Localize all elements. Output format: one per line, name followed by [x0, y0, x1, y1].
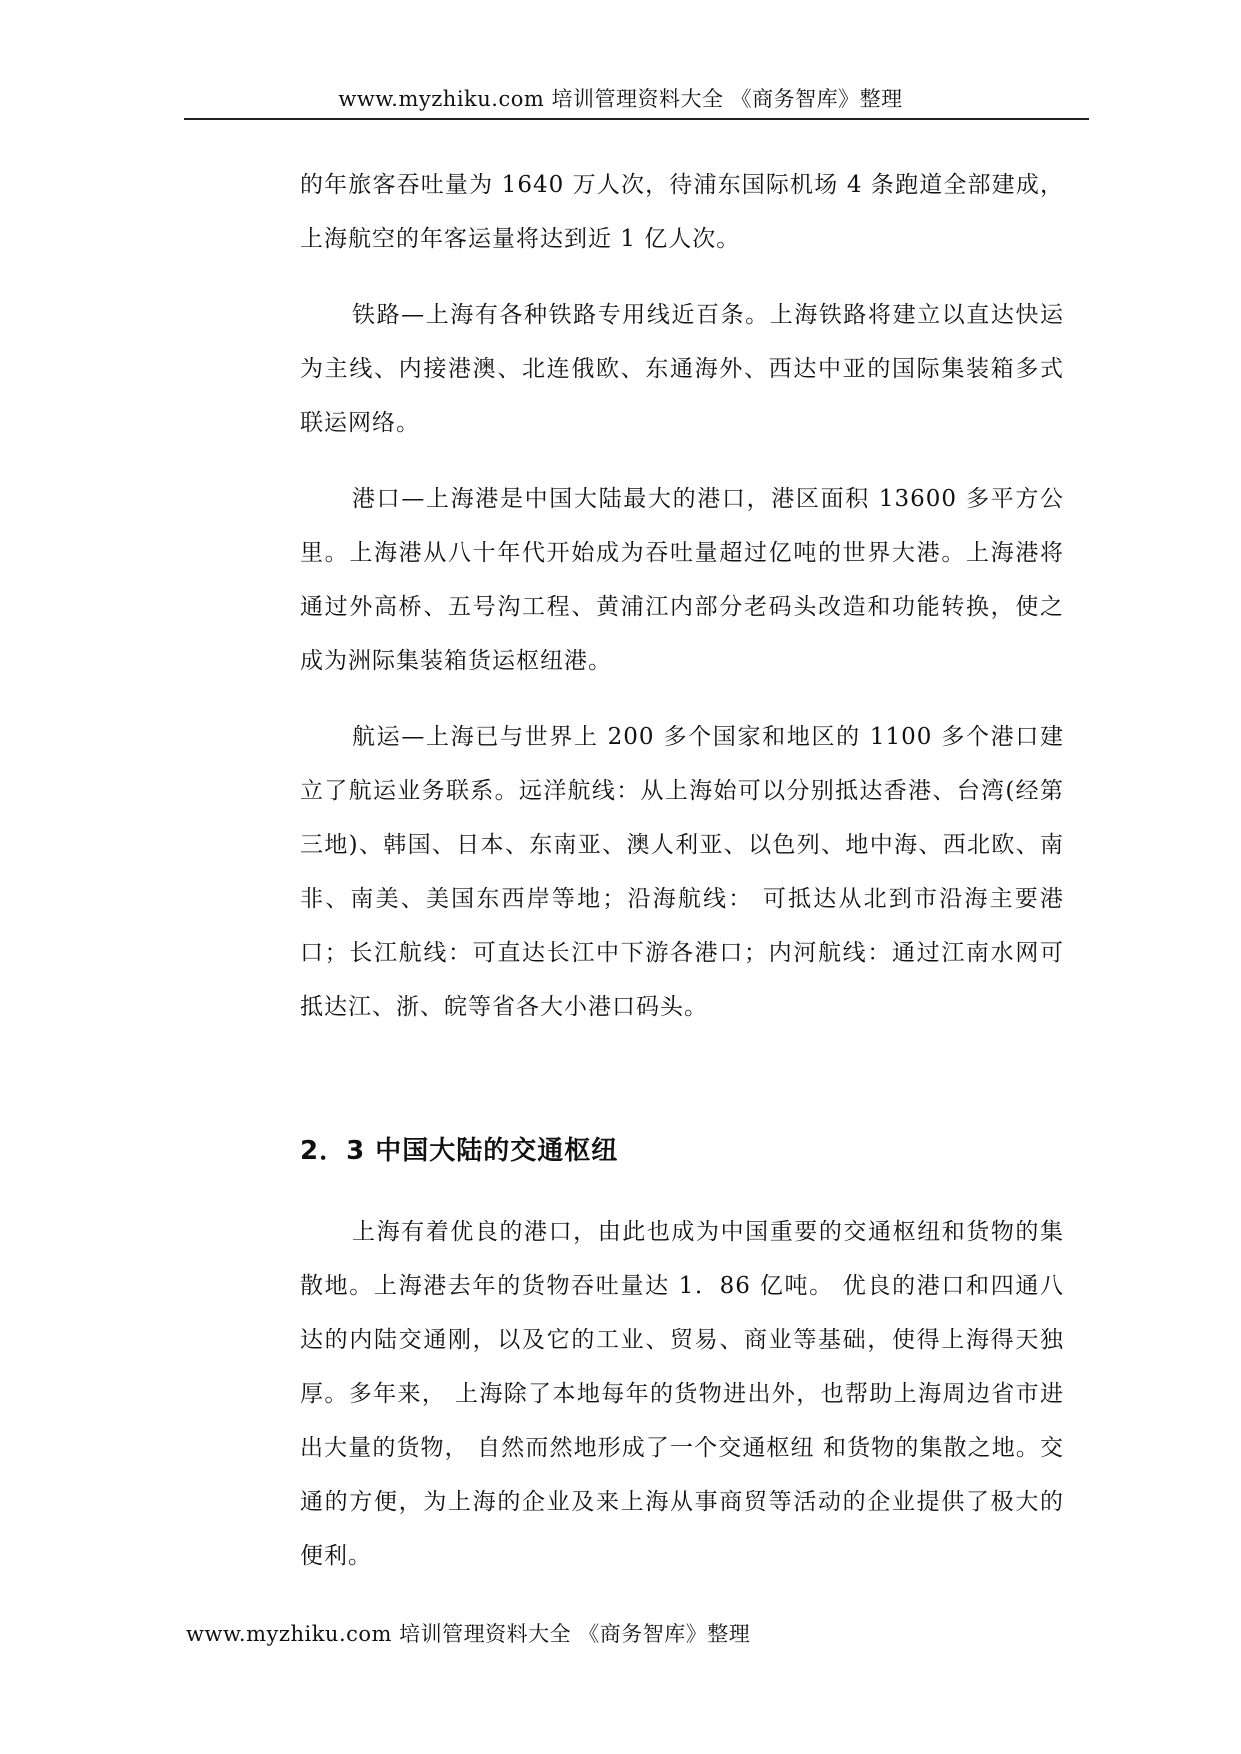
page-header: www.myzhiku.com 培训管理资料大全 《商务智库》整理: [338, 87, 903, 111]
page-body: [300, 158, 1064, 1583]
paragraph-port: 港口—上海港是中国大陆最大的港口，港区面积 13600 多平方公里。上海港从八十年代开始成为吞吐量超过亿吨的世界大港。上海港将通过外高桥、五号沟工程、黄浦江内部分老码头改造和功能转换，使之成为洲际集装箱货运枢纽港。: [300, 486, 1064, 674]
section-heading: 2．3 中国大陆的交通枢纽: [300, 1136, 619, 1166]
header-divider: [184, 118, 1089, 120]
paragraph-shipping: 航运—上海已与世界上 200 多个国家和地区的 1100 多个港口建立了航运业务联系。远洋航线：从上海始可以分别抵达香港、台湾(经第三地)、韩国、日本、东南亚、澳人利亚、以色列、地中海、西北欧、南非、南美、美国东西岸等地；沿海航线： 可抵达从北到市沿海主要港口；长江航线：可直达长江中下游各港口；内河航线：通过江南水网可抵达江、浙、皖等省各大小港口码头。: [300, 724, 1064, 1020]
paragraph-air-passenger-volume: 的年旅客吞吐量为 1640 万人次，待浦东国际机场 4 条跑道全部建成，上海航空的年客运量将达到近 1 亿人次。: [300, 172, 1064, 252]
paragraph-railway: 铁路—上海有各种铁路专用线近百条。上海铁路将建立以直达快运为主线、内接港澳、北连俄欧、东通海外、西达中亚的国际集装箱多式联运网络。: [300, 302, 1064, 436]
page-footer: www.myzhiku.com 培训管理资料大全 《商务智库》整理: [186, 1622, 751, 1646]
paragraph-transport-hub: 上海有着优良的港口，由此也成为中国重要的交通枢纽和货物的集散地。上海港去年的货物吞吐量达 1．86 亿吨。 优良的港口和四通八达的内陆交通刚，以及它的工业、贸易、商业等基础，使得上海得天独厚。多年来， 上海除了本地每年的货物进出外，也帮助上海周边省市进出大量的货物， 自然而然地形成了一个交通枢纽 和货物的集散之地。交通的方便，为上海的企业及来上海从事商贸等活动的企业提供了极大的便利。: [300, 1219, 1064, 1569]
